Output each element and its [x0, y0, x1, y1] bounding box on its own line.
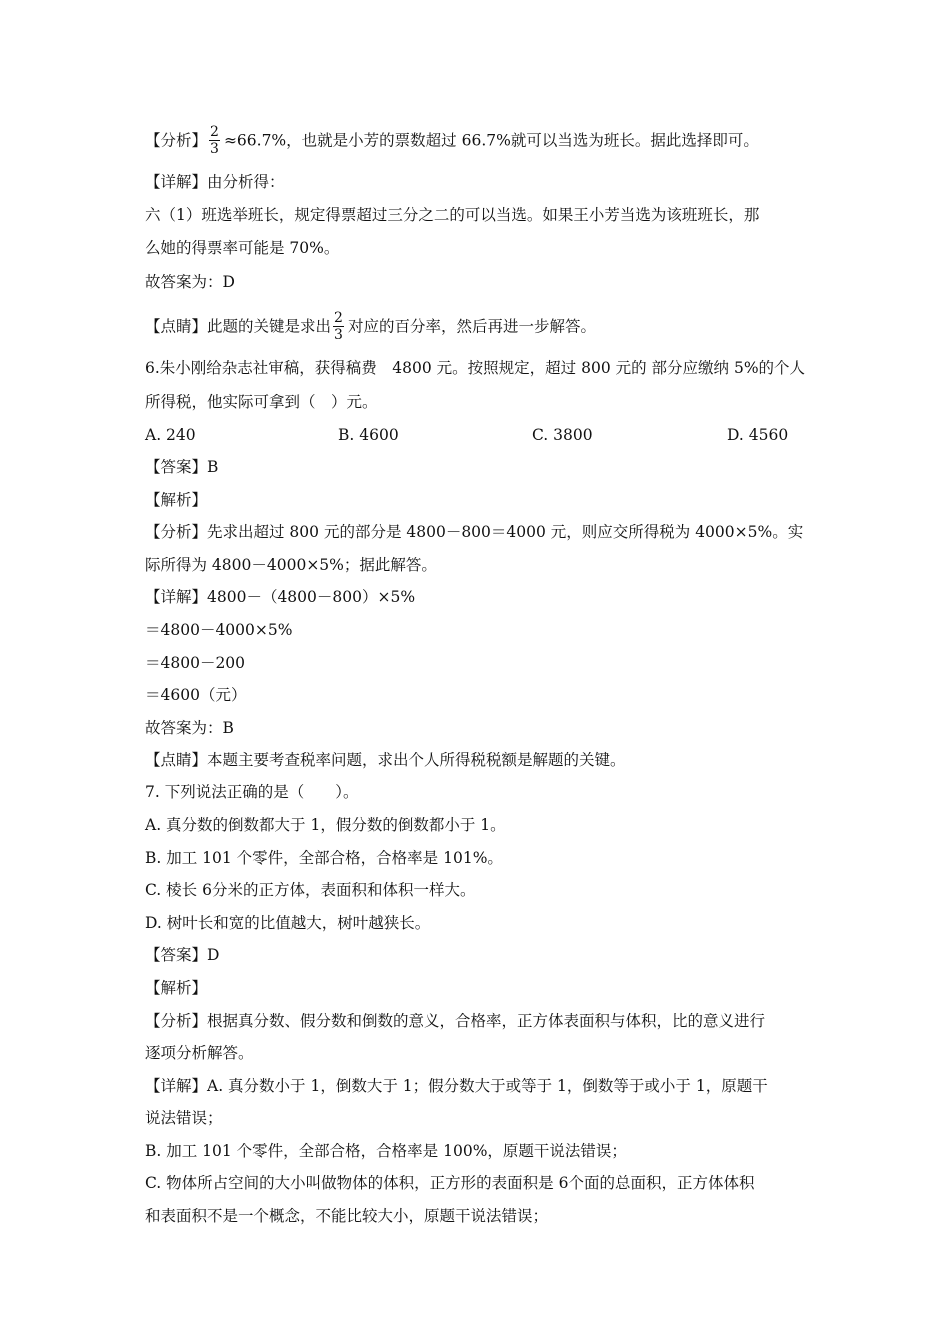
analysis-tag: 【分析】 [145, 131, 208, 150]
question-6-stem-line-1: 6.朱小刚给杂志社审稿，获得稿费 4800 元。按照规定，超过 800 元的 部分应缴纳 5%的个人 [145, 359, 806, 377]
q6-jiexi-heading: 【解析】 [145, 491, 208, 509]
q7-detail-line-5: 和表面积不是一个概念，不能比较大小，原题干说法错误； [145, 1207, 549, 1225]
analysis-paragraph [145, 125, 759, 158]
q7-answer: 【答案】D [145, 946, 220, 964]
key-point-paragraph [145, 311, 596, 344]
q6-option-a: A. 240 [145, 426, 196, 444]
q6-conclusion: 故答案为：B [145, 719, 234, 737]
fraction [209, 124, 220, 157]
q6-detail-line-2: ＝4800－4000×5% [145, 621, 293, 639]
fraction-numerator: 2 [334, 310, 343, 326]
q6-answer: 【答案】B [145, 458, 219, 476]
q6-analysis-line-1: 【分析】先求出超过 800 元的部分是 4800－800＝4000 元，则应交所得税为 4000×5%。实 [145, 523, 804, 541]
q7-detail-line-1: 【详解】A. 真分数小于 1，倒数大于 1；假分数大于或等于 1，倒数等于或小于 1，原题干 [145, 1077, 768, 1095]
fraction [333, 310, 344, 343]
key-point-text: 对应的百分率，然后再进一步解答。 [347, 317, 596, 336]
q6-option-d: D. 4560 [727, 426, 789, 444]
detail-line-2: 么她的得票率可能是 70%。 [145, 239, 340, 257]
q7-option-b: B. 加工 101 个零件，全部合格，合格率是 101%。 [145, 849, 503, 867]
q6-option-b: B. 4600 [338, 426, 399, 444]
q7-option-a: A. 真分数的倒数都大于 1，假分数的倒数都小于 1。 [145, 816, 506, 834]
question-7-stem: 7. 下列说法正确的是（ ）。 [145, 783, 359, 801]
q7-option-d: D. 树叶长和宽的比值越大，树叶越狭长。 [145, 914, 431, 932]
q6-detail-line-3: ＝4800－200 [145, 654, 246, 672]
q7-detail-line-4: C. 物体所占空间的大小叫做物体的体积，正方形的表面积是 6个面的总面积，正方体体积 [145, 1174, 755, 1192]
fraction-denominator: 3 [334, 327, 343, 343]
detail-line-1: 六（1）班选举班长，规定得票超过三分之二的可以当选。如果王小芳当选为该班班长，那 [145, 206, 760, 224]
q6-option-c: C. 3800 [532, 426, 593, 444]
q7-jiexi-heading: 【解析】 [145, 979, 208, 997]
q6-detail-line-1: 【详解】4800－（4800－800）×5% [145, 588, 416, 606]
q6-key-point: 【点睛】本题主要考查税率问题，求出个人所得税税额是解题的关键。 [145, 751, 626, 769]
key-point-tag: 【点睛】此题的关键是求出 [145, 317, 332, 336]
q6-analysis-line-2: 际所得为 4800－4000×5%；据此解答。 [145, 556, 437, 574]
q7-analysis-line-2: 逐项分析解答。 [145, 1044, 254, 1062]
detail-heading: 【详解】由分析得： [145, 173, 285, 191]
question-6-stem-line-2: 所得税，他实际可拿到（ ）元。 [145, 393, 378, 411]
fraction-numerator: 2 [210, 124, 219, 140]
analysis-text: ≈66.7%，也就是小芳的票数超过 66.7%就可以当选为班长。据此选择即可。 [223, 131, 759, 150]
q7-option-c: C. 棱长 6分米的正方体，表面积和体积一样大。 [145, 881, 476, 899]
q6-detail-line-4: ＝4600（元） [145, 686, 247, 704]
q7-detail-line-3: B. 加工 101 个零件，全部合格，合格率是 100%，原题干说法错误； [145, 1142, 627, 1160]
q7-detail-line-2: 说法错误； [145, 1109, 223, 1127]
answer-conclusion: 故答案为：D [145, 273, 235, 291]
q7-analysis-line-1: 【分析】根据真分数、假分数和倒数的意义，合格率，正方体表面积与体积，比的意义进行 [145, 1012, 766, 1030]
fraction-denominator: 3 [210, 141, 219, 157]
